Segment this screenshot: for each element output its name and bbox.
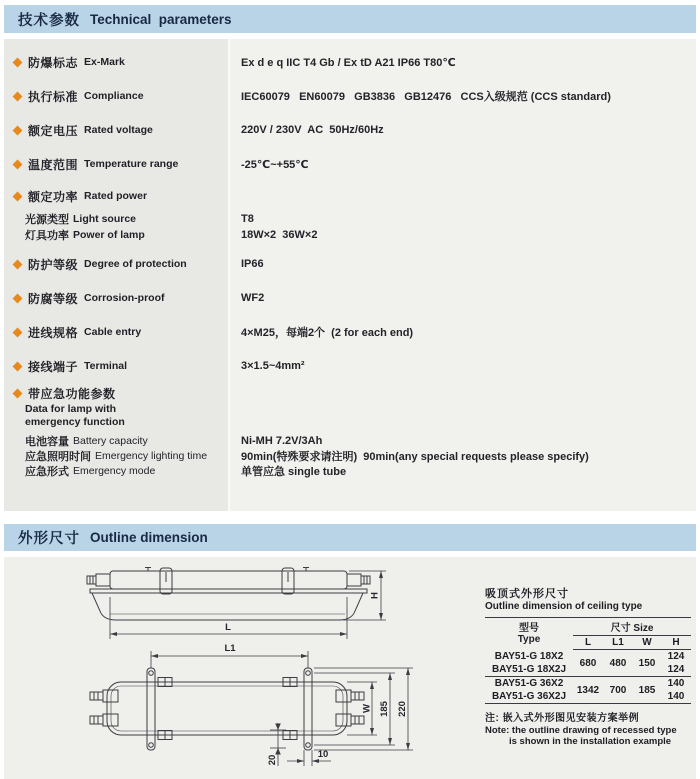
cell-L: 1342 [573, 677, 603, 704]
col-header-W: W [633, 636, 661, 650]
param-label [4, 188, 241, 205]
cable-gland [347, 574, 370, 586]
diamond-bullet-icon [13, 91, 23, 101]
param-sublabel-zh: 电池容量 [25, 435, 69, 448]
note-en-line1: Note: the outline drawing of recessed type [485, 724, 677, 736]
diamond-bullet-icon [13, 159, 23, 169]
luminaire-plan-view [90, 668, 364, 750]
param-value: 90min(特殊要求请注明) 90min(any special requests please specify) [241, 450, 589, 463]
param-subrow-power-of-lamp [4, 227, 696, 243]
param-label-zh: 接线端子 [28, 359, 79, 374]
dim-label-W: W [361, 704, 373, 713]
param-value: 4×M25，每端2个 (2 for each end) [241, 327, 414, 339]
diffuser [92, 593, 363, 620]
param-row-compliance [4, 79, 696, 113]
plan-view-dimensions [151, 651, 413, 766]
param-label-en: Terminal [84, 360, 127, 372]
param-row-ex-mark [4, 45, 696, 79]
tech-parameters-panel [4, 39, 696, 511]
param-subrow-light-source [4, 211, 696, 227]
param-sublabel [4, 433, 241, 449]
param-label [4, 122, 241, 139]
outline-dimension-panel [4, 557, 696, 779]
param-subrow-battery-capacity [4, 433, 696, 448]
param-row-degree-of-protection [4, 247, 696, 281]
param-label-zh: 进线规格 [28, 325, 79, 340]
dim-label-10: 10 [317, 749, 329, 760]
note-zh: 注: 嵌入式外形图见安装方案举例 [485, 713, 640, 724]
col-header-H: H [661, 636, 691, 650]
cell-L1: 700 [603, 677, 633, 704]
lamp-housing [110, 571, 347, 589]
param-label-zh: 额定功率 [28, 189, 79, 204]
cell-H: 124 [667, 651, 685, 662]
diamond-bullet-icon [13, 388, 23, 398]
param-value: WF2 [241, 292, 265, 304]
param-value: IEC60079 EN60079 GB3836 GB12476 CCS入级规范 (CCS standard) [241, 91, 611, 103]
param-value: 18W×2 36W×2 [241, 229, 318, 241]
dim-label-20: 20 [266, 754, 278, 766]
diamond-bullet-icon [13, 361, 23, 371]
param-row-cable-entry [4, 315, 696, 349]
outline-drawings [40, 553, 430, 779]
param-label [4, 358, 241, 375]
param-label-en: Cable entry [84, 326, 142, 338]
param-label-en: Rated voltage [84, 124, 153, 136]
dim-label-L: L [225, 622, 231, 633]
param-row-rated-power [4, 181, 696, 211]
param-label-en: Corrosion-proof [84, 292, 165, 304]
param-label-en: Rated power [84, 190, 148, 202]
param-sublabel-en: Power of lamp [73, 229, 145, 241]
param-sublabel-zh: 灯具功率 [25, 230, 69, 242]
param-value: IP66 [241, 258, 264, 270]
table-row [485, 677, 691, 691]
cell-W: 185 [633, 677, 661, 704]
param-row-rated-voltage [4, 113, 696, 147]
tech-title-en: Technical parameters [90, 11, 232, 27]
param-sublabel-en: Battery capacity [73, 434, 148, 447]
param-label-zh: 防腐等级 [28, 291, 79, 306]
dim-label-H: H [369, 592, 381, 599]
param-sublabel-en: Emergency lighting time [95, 449, 208, 462]
table-note [485, 713, 697, 748]
param-label-zh: 额定电压 [28, 123, 79, 138]
diamond-bullet-icon [13, 259, 23, 269]
outline-title-zh: 外形尺寸 [18, 531, 80, 547]
cell-L1: 480 [609, 657, 627, 669]
param-label-en: Ex-Mark [84, 56, 125, 68]
diamond-bullet-icon [13, 57, 23, 67]
param-label [4, 256, 241, 273]
param-label-zh: 执行标准 [28, 89, 79, 104]
param-label [4, 385, 241, 402]
table-title-zh: 吸顶式外形尺寸 [485, 588, 569, 600]
param-subrow-emergency-lighting-time [4, 448, 696, 463]
param-sublabel [4, 463, 241, 479]
param-value: 220V / 230V AC 50Hz/60Hz [241, 124, 384, 136]
tech-section-header [4, 5, 696, 33]
cable-gland [87, 574, 110, 586]
col-header-type-zh: 型号 [519, 622, 539, 634]
table-title-en: Outline dimension of ceiling type [485, 601, 643, 612]
param-label-zh: 带应急功能参数 [28, 386, 116, 401]
cable-gland [90, 690, 118, 726]
param-row-emergency-group [4, 383, 696, 403]
outline-section-header [4, 524, 696, 551]
param-sublabel-zh: 光源类型 [25, 214, 69, 226]
dim-label-L1: L1 [224, 643, 236, 654]
param-row-temperature-range [4, 147, 696, 181]
mounting-bracket [304, 668, 312, 750]
cell-type: BAY51-G 36X2 [485, 677, 573, 691]
param-label-zh: 温度范围 [28, 157, 79, 172]
param-subrow-emergency-mode [4, 463, 696, 478]
param-sublabel-zh: 应急照明时间 [25, 450, 91, 463]
col-header-L: L [573, 636, 603, 650]
luminaire-side-view [87, 568, 370, 621]
param-label [4, 88, 241, 105]
ceiling-dimension-block [485, 585, 697, 748]
cable-gland [336, 690, 364, 726]
tech-title-zh: 技术参数 [18, 12, 80, 29]
cell-H: 140 [661, 677, 691, 691]
cell-type: BAY51-G 36X2J [491, 691, 567, 702]
param-sublabel-en: Emergency mode [73, 464, 156, 477]
param-label-en: Temperature range [84, 158, 179, 170]
dim-label-220: 220 [396, 701, 408, 717]
side-view-dimensions [110, 571, 386, 639]
param-value: Ex d e q IIC T4 Gb / Ex tD A21 IP66 T80℃ [241, 56, 456, 69]
col-header-L1: L1 [603, 636, 633, 650]
col-header-type-en: Type [517, 633, 541, 645]
param-label-en: Compliance [84, 90, 144, 102]
diamond-bullet-icon [13, 125, 23, 135]
note-en-line2: is shown in the installation example [509, 736, 672, 747]
param-sublabel [4, 211, 241, 227]
cell-H: 124 [667, 664, 685, 675]
param-row-corrosion-proof [4, 281, 696, 315]
param-label [4, 290, 241, 307]
diamond-bullet-icon [13, 293, 23, 303]
cell-type: BAY51-G 18X2J [491, 664, 567, 675]
param-row-terminal [4, 349, 696, 383]
diamond-bullet-icon [13, 327, 23, 337]
col-header-size: 尺寸 Size [573, 618, 691, 636]
cell-W: 150 [638, 657, 656, 669]
ceiling-dimension-table [485, 617, 691, 704]
param-label-zh: 防护等级 [28, 257, 79, 272]
dim-label-185: 185 [378, 701, 390, 717]
emergency-group-en-line1: Data for lamp with [25, 403, 117, 415]
param-sublabel [4, 448, 241, 464]
param-sublabel [4, 227, 241, 243]
flange [90, 589, 367, 593]
cell-L: 680 [579, 657, 597, 669]
param-label-zh: 防爆标志 [28, 55, 79, 70]
param-label-en: Degree of protection [84, 258, 187, 270]
outline-title-en: Outline dimension [90, 530, 208, 545]
emergency-group-en-line2: emergency function [25, 416, 125, 428]
param-value: -25℃~+55℃ [241, 158, 309, 171]
mounting-bracket [147, 668, 155, 750]
param-value: T8 [241, 213, 254, 225]
param-label [4, 324, 241, 341]
param-sublabel-en: Light source [73, 213, 137, 225]
diamond-bullet-icon [13, 191, 23, 201]
param-sublabel-zh: 应急形式 [25, 465, 69, 478]
col-header-type [485, 618, 573, 650]
cell-H: 140 [667, 691, 685, 702]
param-label [4, 156, 241, 173]
param-value: Ni-MH 7.2V/3Ah [241, 434, 323, 447]
parameter-rows [4, 39, 696, 478]
lamp-body-outline [107, 682, 347, 735]
param-label [4, 54, 241, 71]
cell-type: BAY51-G 18X2 [494, 650, 564, 662]
param-value: 单管应急 single tube [241, 465, 347, 478]
param-value: 3×1.5~4mm² [241, 360, 305, 372]
table-row [485, 650, 691, 664]
